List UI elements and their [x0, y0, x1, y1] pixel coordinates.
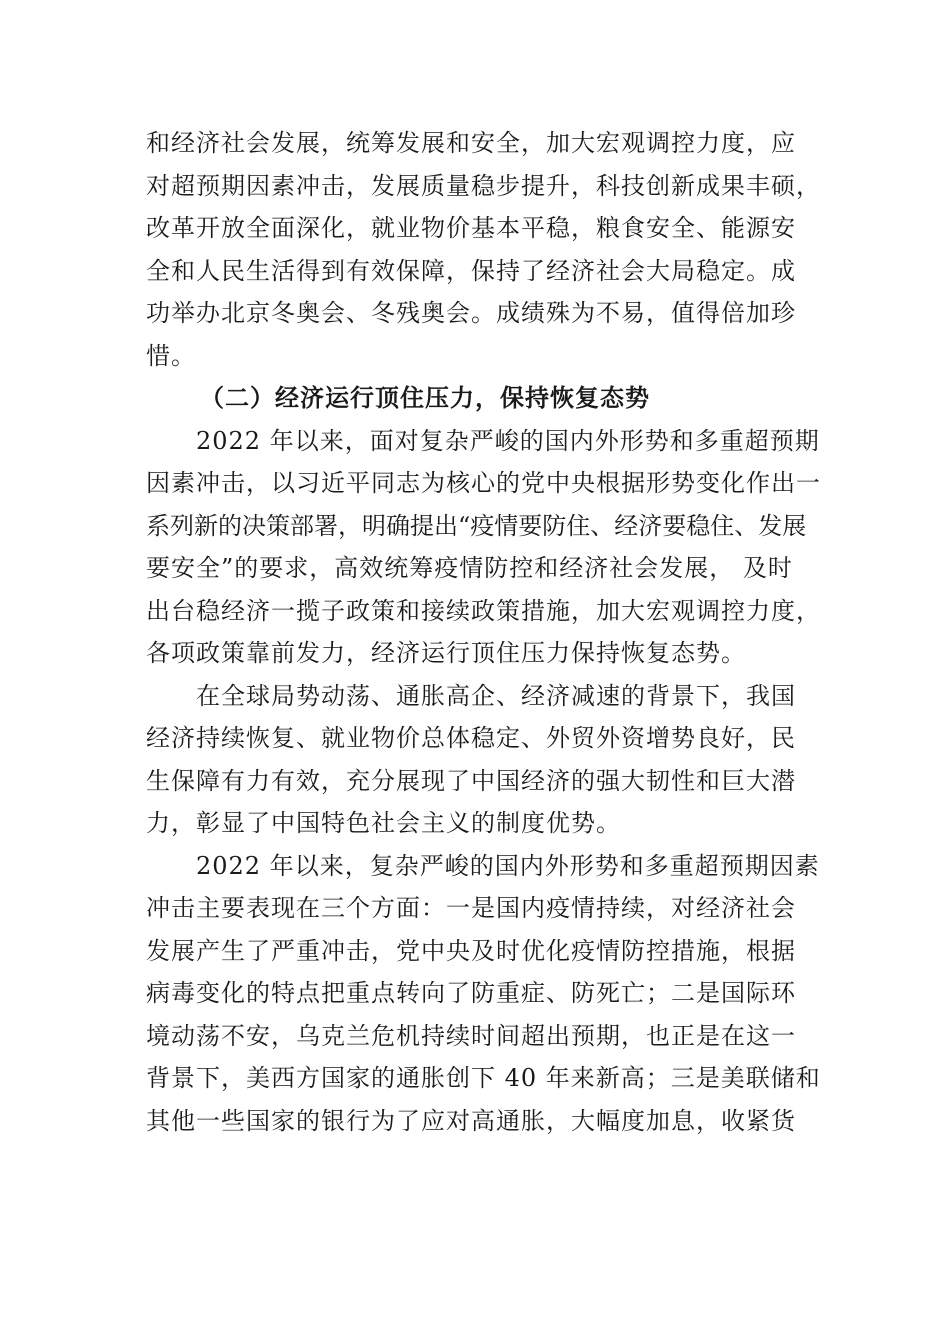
text-line: 全和人民生活得到有效保障，保持了经济社会大局稳定。成	[146, 257, 796, 285]
text-line: 要安全”的要求，高效统筹疫情防控和经济社会发展， 及时	[146, 554, 793, 582]
section-heading: （二）经济运行顶住压力，保持恢复态势	[200, 383, 650, 412]
text-line: 系列新的决策部署，明确提出“疫情要防住、经济要稳住、发展	[146, 512, 807, 540]
text-line: 其他一些国家的银行为了应对高通胀，大幅度加息，收紧货	[146, 1107, 796, 1135]
text-line: 各项政策靠前发力，经济运行顶住压力保持恢复态势。	[146, 639, 746, 667]
text-line: 2022 年以来，复杂严峻的国内外形势和多重超预期因素	[196, 852, 820, 880]
text-line: 功举办北京冬奥会、冬残奥会。成绩殊为不易，值得倍加珍	[146, 299, 796, 327]
text-line: 病毒变化的特点把重点转向了防重症、防死亡；二是国际环	[146, 979, 796, 1007]
text-line: 出台稳经济一揽子政策和接续政策措施，加大宏观调控力度，	[146, 597, 821, 625]
text-line: 境动荡不安，乌克兰危机持续时间超出预期，也正是在这一	[146, 1022, 796, 1050]
text-line: 背景下，美西方国家的通胀创下 40 年来新高；三是美联储和	[146, 1064, 821, 1092]
text-line: 改革开放全面深化，就业物价基本平稳，粮食安全、能源安	[146, 214, 796, 242]
text-line: 经济持续恢复、就业物价总体稳定、外贸外资增势良好，民	[146, 724, 796, 752]
text-line: 冲击主要表现在三个方面：一是国内疫情持续，对经济社会	[146, 894, 796, 922]
text-line: 力，彰显了中国特色社会主义的制度优势。	[146, 809, 621, 837]
text-line: 因素冲击，以习近平同志为核心的党中央根据形势变化作出一	[146, 469, 821, 497]
text-line: 生保障有力有效，充分展现了中国经济的强大韧性和巨大潜	[146, 767, 796, 795]
text-line: 和经济社会发展，统筹发展和安全，加大宏观调控力度，应	[146, 129, 796, 157]
text-line: 在全球局势动荡、通胀高企、经济减速的背景下，我国	[196, 682, 796, 710]
text-line: 发展产生了严重冲击，党中央及时优化疫情防控措施，根据	[146, 937, 796, 965]
text-line: 2022 年以来，面对复杂严峻的国内外形势和多重超预期	[196, 427, 820, 455]
text-line: 惜。	[146, 342, 196, 370]
text-line: 对超预期因素冲击，发展质量稳步提升，科技创新成果丰硕，	[146, 172, 821, 200]
